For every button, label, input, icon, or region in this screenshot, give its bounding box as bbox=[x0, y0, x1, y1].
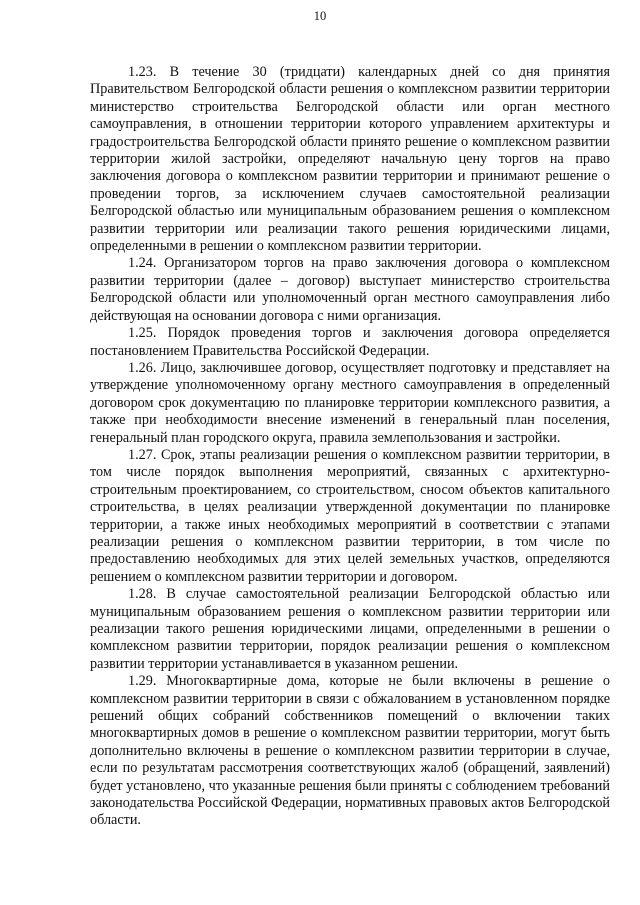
paragraph-1-23: 1.23. В течение 30 (тридцати) календарных дней со дня принятия Правительством Белгородской области решения о комплексном развитии территории министерство строительства Белгородской области или орган местного самоуправления, в отношении территории которого управлением архитектуры и градостроительства Белгородской области принято решение о комплексном развитии территории жилой застройки, определяют начальную цену торгов на право заключения договора о комплексном развитии территории и принимают решение о проведении торгов, за исключением случаев самостоятельной реализации Белгородской областью или муниципальным образованием решения о комплексном развитии территории или реализации такого решения юридическими лицами, определенными в решении о комплексном развитии территории. bbox=[90, 64, 610, 255]
paragraph-1-28: 1.28. В случае самостоятельной реализации Белгородской областью или муниципальным образованием решения о комплексном развитии территории или реализации такого решения юридическими лицами, определенными в решении о комплексном развитии территории, порядок реализации решения о комплексном развитии территории устанавливается в указанном решении. bbox=[90, 586, 610, 672]
page-number: 10 bbox=[313, 9, 327, 23]
paragraph-1-29: 1.29. Многоквартирные дома, которые не были включены в решение о комплексном развитии территории в связи с обжалованием в установленном порядке решений общих собраний собственников помещений о включении таких многоквартирных домов в решение о комплексном развитии территории, могут быть дополнительно включены в решение о комплексном развитии территории в случае, если по результатам рассмотрения соответствующих жалоб (обращений, заявлений) будет установлено, что указанные решения были приняты с соблюдением требований законодательства Российской Федерации, нормативных правовых актов Белгородской области. bbox=[90, 673, 610, 829]
paragraph-1-26: 1.26. Лицо, заключившее договор, осуществляет подготовку и представляет на утверждение уполномоченному органу местного самоуправления в определенный договором срок документацию по планировке территории комплексного развития, а также при необходимости внесение изменений в генеральный план поселения, генеральный план городского округа, правила землепользования и застройки. bbox=[90, 359, 610, 446]
paragraph-1-25: 1.25. Порядок проведения торгов и заключения договора определяется постановлением Правительства Российской Федерации. bbox=[90, 325, 610, 359]
paragraph-1-27: 1.27. Срок, этапы реализации решения о комплексном развитии территории, в том числе порядок выполнения мероприятий, связанных с архитектурно-строительным проектированием, со строительством, сносом объектов капитального строительства, в целях реализации утвержденной документации по планировке территории, а также иных необходимых мероприятий в соответствии с этапами реализации решения о комплексном развитии территории, в том числе по предоставлению необходимых для этих целей земельных участков, определяются решением о комплексном развитии территории и договором. bbox=[90, 446, 610, 585]
paragraph-1-24: 1.24. Организатором торгов на право заключения договора о комплексном развитии территории (далее – договор) выступает министерство строительства Белгородской области или уполномоченный орган местного самоуправления либо действующая на основании договора с ними организация. bbox=[90, 255, 610, 324]
document-body bbox=[90, 64, 610, 830]
